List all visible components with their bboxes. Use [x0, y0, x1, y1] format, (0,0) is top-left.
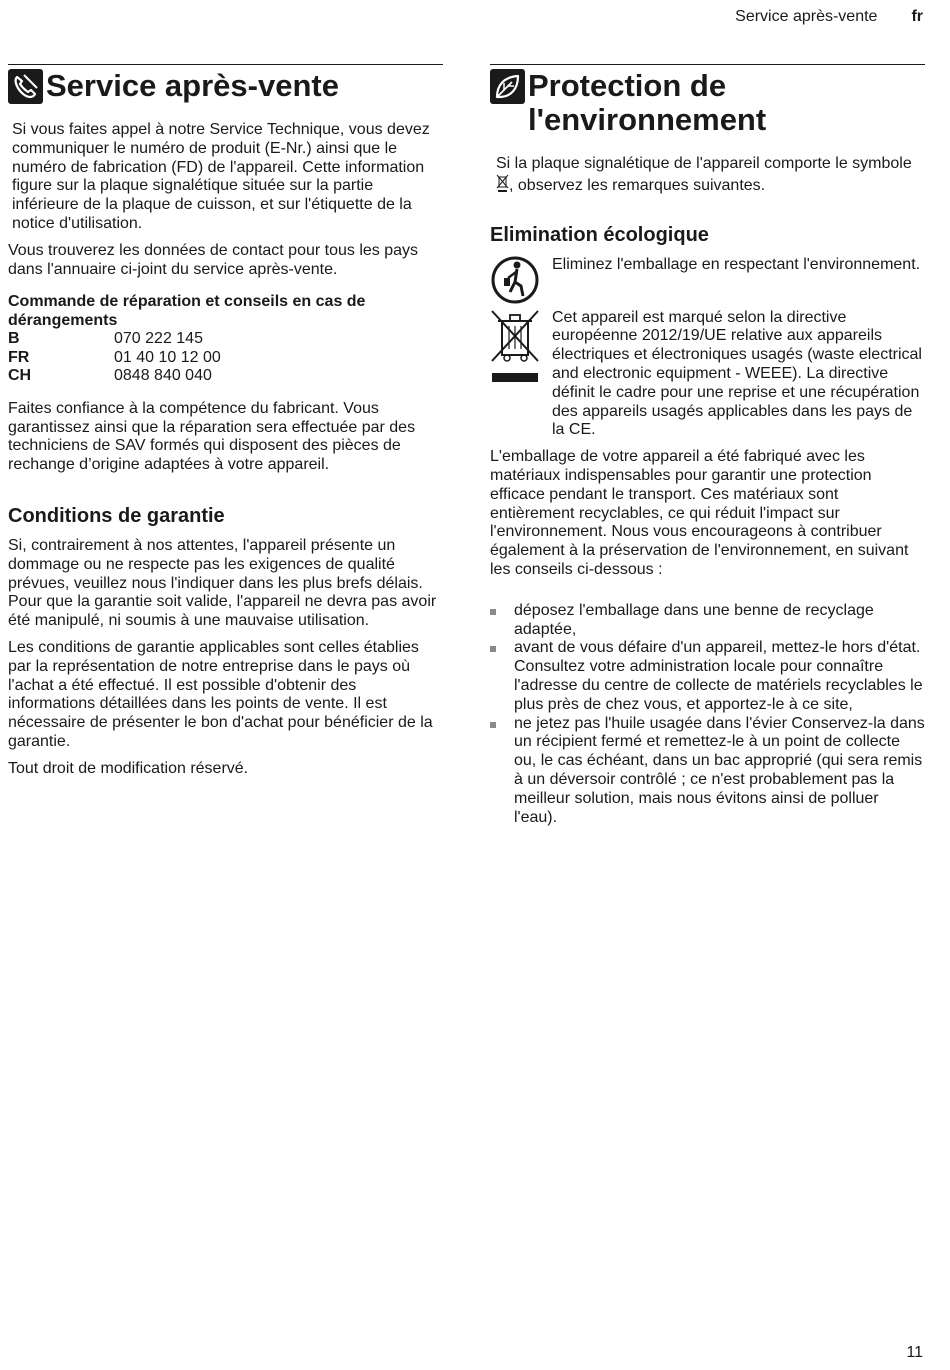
environment-intro: [490, 155, 925, 196]
list-item: [490, 602, 925, 640]
eco-heading: Elimination écologique: [490, 223, 709, 246]
bullet-square-icon: [490, 609, 496, 615]
service-intro: Si vous faites appel à notre Service Technique, vous devez communiquer le numéro de produit (E-Nr.) ainsi que le numéro de fabrication (FD) de l'appareil. Cette information figure sur la plaque signalétique située sur la partie inférieure de la plaque de cuisson, et sur l'étiquette de la notice d'utilisation.: [12, 121, 430, 232]
recycling-icon: [490, 256, 540, 304]
contact-table: [8, 330, 221, 386]
weee-note: Cet appareil est marqué selon la directive européenne 2012/19/UE relative aux appareils électriques et électroniques usagés (waste electrical and electronic equipment - WEEE). La directive définit le cadre pour une reprise et une récupération des appareils usagés applicables dans les pays de la CE.: [552, 308, 922, 439]
running-header-language: fr: [911, 8, 923, 25]
contact-country: FR: [8, 348, 30, 366]
environment-intro-part1: Si la plaque signalétique de l'appareil comporte le symbole: [496, 155, 912, 172]
environment-title-line2: l'environnement: [528, 102, 767, 137]
packaging-note-row: [490, 256, 925, 309]
running-header: [735, 8, 923, 26]
confidence-text: Faites confiance à la compétence du fabricant. Vous garantissez ainsi que la réparation sera effectuée par des techniciens de SAV formés qui disposent des pièces de rechange d’origine adaptées à votre appareil.: [8, 399, 416, 474]
list-item-text: déposez l'emballage dans une benne de recyclage adaptée,: [514, 601, 874, 638]
service-contact-text: Vous trouverez les données de contact pour tous les pays dans l'annuaire ci-joint du service après-vente.: [8, 241, 419, 278]
leaf-icon: [490, 69, 525, 104]
environment-title-line1: Protection de: [528, 68, 727, 103]
warranty-heading: Conditions de garantie: [8, 505, 225, 528]
recycling-icon-box: [490, 256, 552, 309]
environment-section-header: [490, 64, 925, 137]
contact-country: CH: [8, 367, 32, 385]
warranty-paragraph-2: Les conditions de garantie applicables sont celles établies par la représentation de notre entreprise dans le pays où l'achat a été effectué. Il est possible d'obtenir des informations détaillées dans les points de vente. Il est nécessaire de présenter le bon d'achat pour bénéficier de la garantie.: [8, 639, 433, 751]
list-item-text: ne jetez pas l'huile usagée dans l'évier Conservez-la dans un récipient fermé et remettez-le à un point de collecte ou, le cas échéant, dans un bac approprié (qui sera remis à un déversoir contrôlé ; ce n'est probablement pas la meilleur solution, mais nous évitons ainsi de polluer l'eau).: [514, 714, 925, 826]
repair-heading: Commande de réparation et conseils en cas de dérangements: [8, 293, 366, 329]
contact-phone: 0848 840 040: [114, 367, 212, 385]
packaging-note: Eliminez l'emballage en respectant l'environnement.: [552, 255, 921, 273]
service-title: Service après-vente: [46, 68, 339, 103]
weee-crossed-bin-icon: [490, 309, 540, 385]
crossed-bin-icon: [496, 174, 509, 192]
contact-phone: 01 40 10 12 00: [114, 348, 221, 366]
reserved-note: Tout droit de modification réservé.: [8, 759, 249, 777]
service-section-header: [8, 64, 443, 103]
warranty-paragraph-1: Si, contrairement à nos attentes, l'appareil présente un dommage ou ne respecte pas les exigences de qualité prévues, veuillez nous l'indiquer dans les plus brefs délais. Pour que la garantie soit valide, l'appareil ne devra pas avoir été manipulé, ni soumis à une mauvaise utilisation.: [8, 537, 437, 630]
recycling-advice-list: [490, 602, 925, 828]
contact-country: B: [8, 330, 20, 348]
left-column: [8, 64, 443, 787]
phone-icon: [8, 69, 43, 104]
environment-intro-part2: , observez les remarques suivantes.: [509, 176, 766, 194]
contact-phone: 070 222 145: [114, 330, 203, 348]
bullet-square-icon: [490, 722, 496, 728]
list-item: [490, 715, 925, 828]
page-number: 11: [906, 1344, 923, 1361]
list-item-text: avant de vous défaire d'un appareil, mettez-le hors d'état. Consultez votre administration locale pour connaître l'adresse du centre de collecte de matériels recyclables le plus près de chez vous, et apportez-le à ce site,: [514, 639, 923, 713]
environment-title: [490, 67, 925, 137]
contact-row: [8, 367, 221, 386]
contact-row: [8, 349, 221, 368]
right-column: [490, 64, 925, 827]
contact-row: [8, 330, 221, 349]
weee-icon-box: [490, 309, 552, 390]
weee-note-row: [490, 309, 925, 449]
list-item: [490, 639, 925, 714]
packaging-paragraph: L'emballage de votre appareil a été fabriqué avec les matériaux indispensables pour garantir une protection efficace pendant le transport. Ces matériaux sont entièrement recyclables, ce qui réduit l'impact sur l'environnement. Nous vous encourageons à contribuer également à la préservation de l'environnement, en suivant les conseils ci-dessous :: [490, 448, 909, 578]
running-header-section: Service après-vente: [735, 8, 878, 25]
bullet-square-icon: [490, 646, 496, 652]
